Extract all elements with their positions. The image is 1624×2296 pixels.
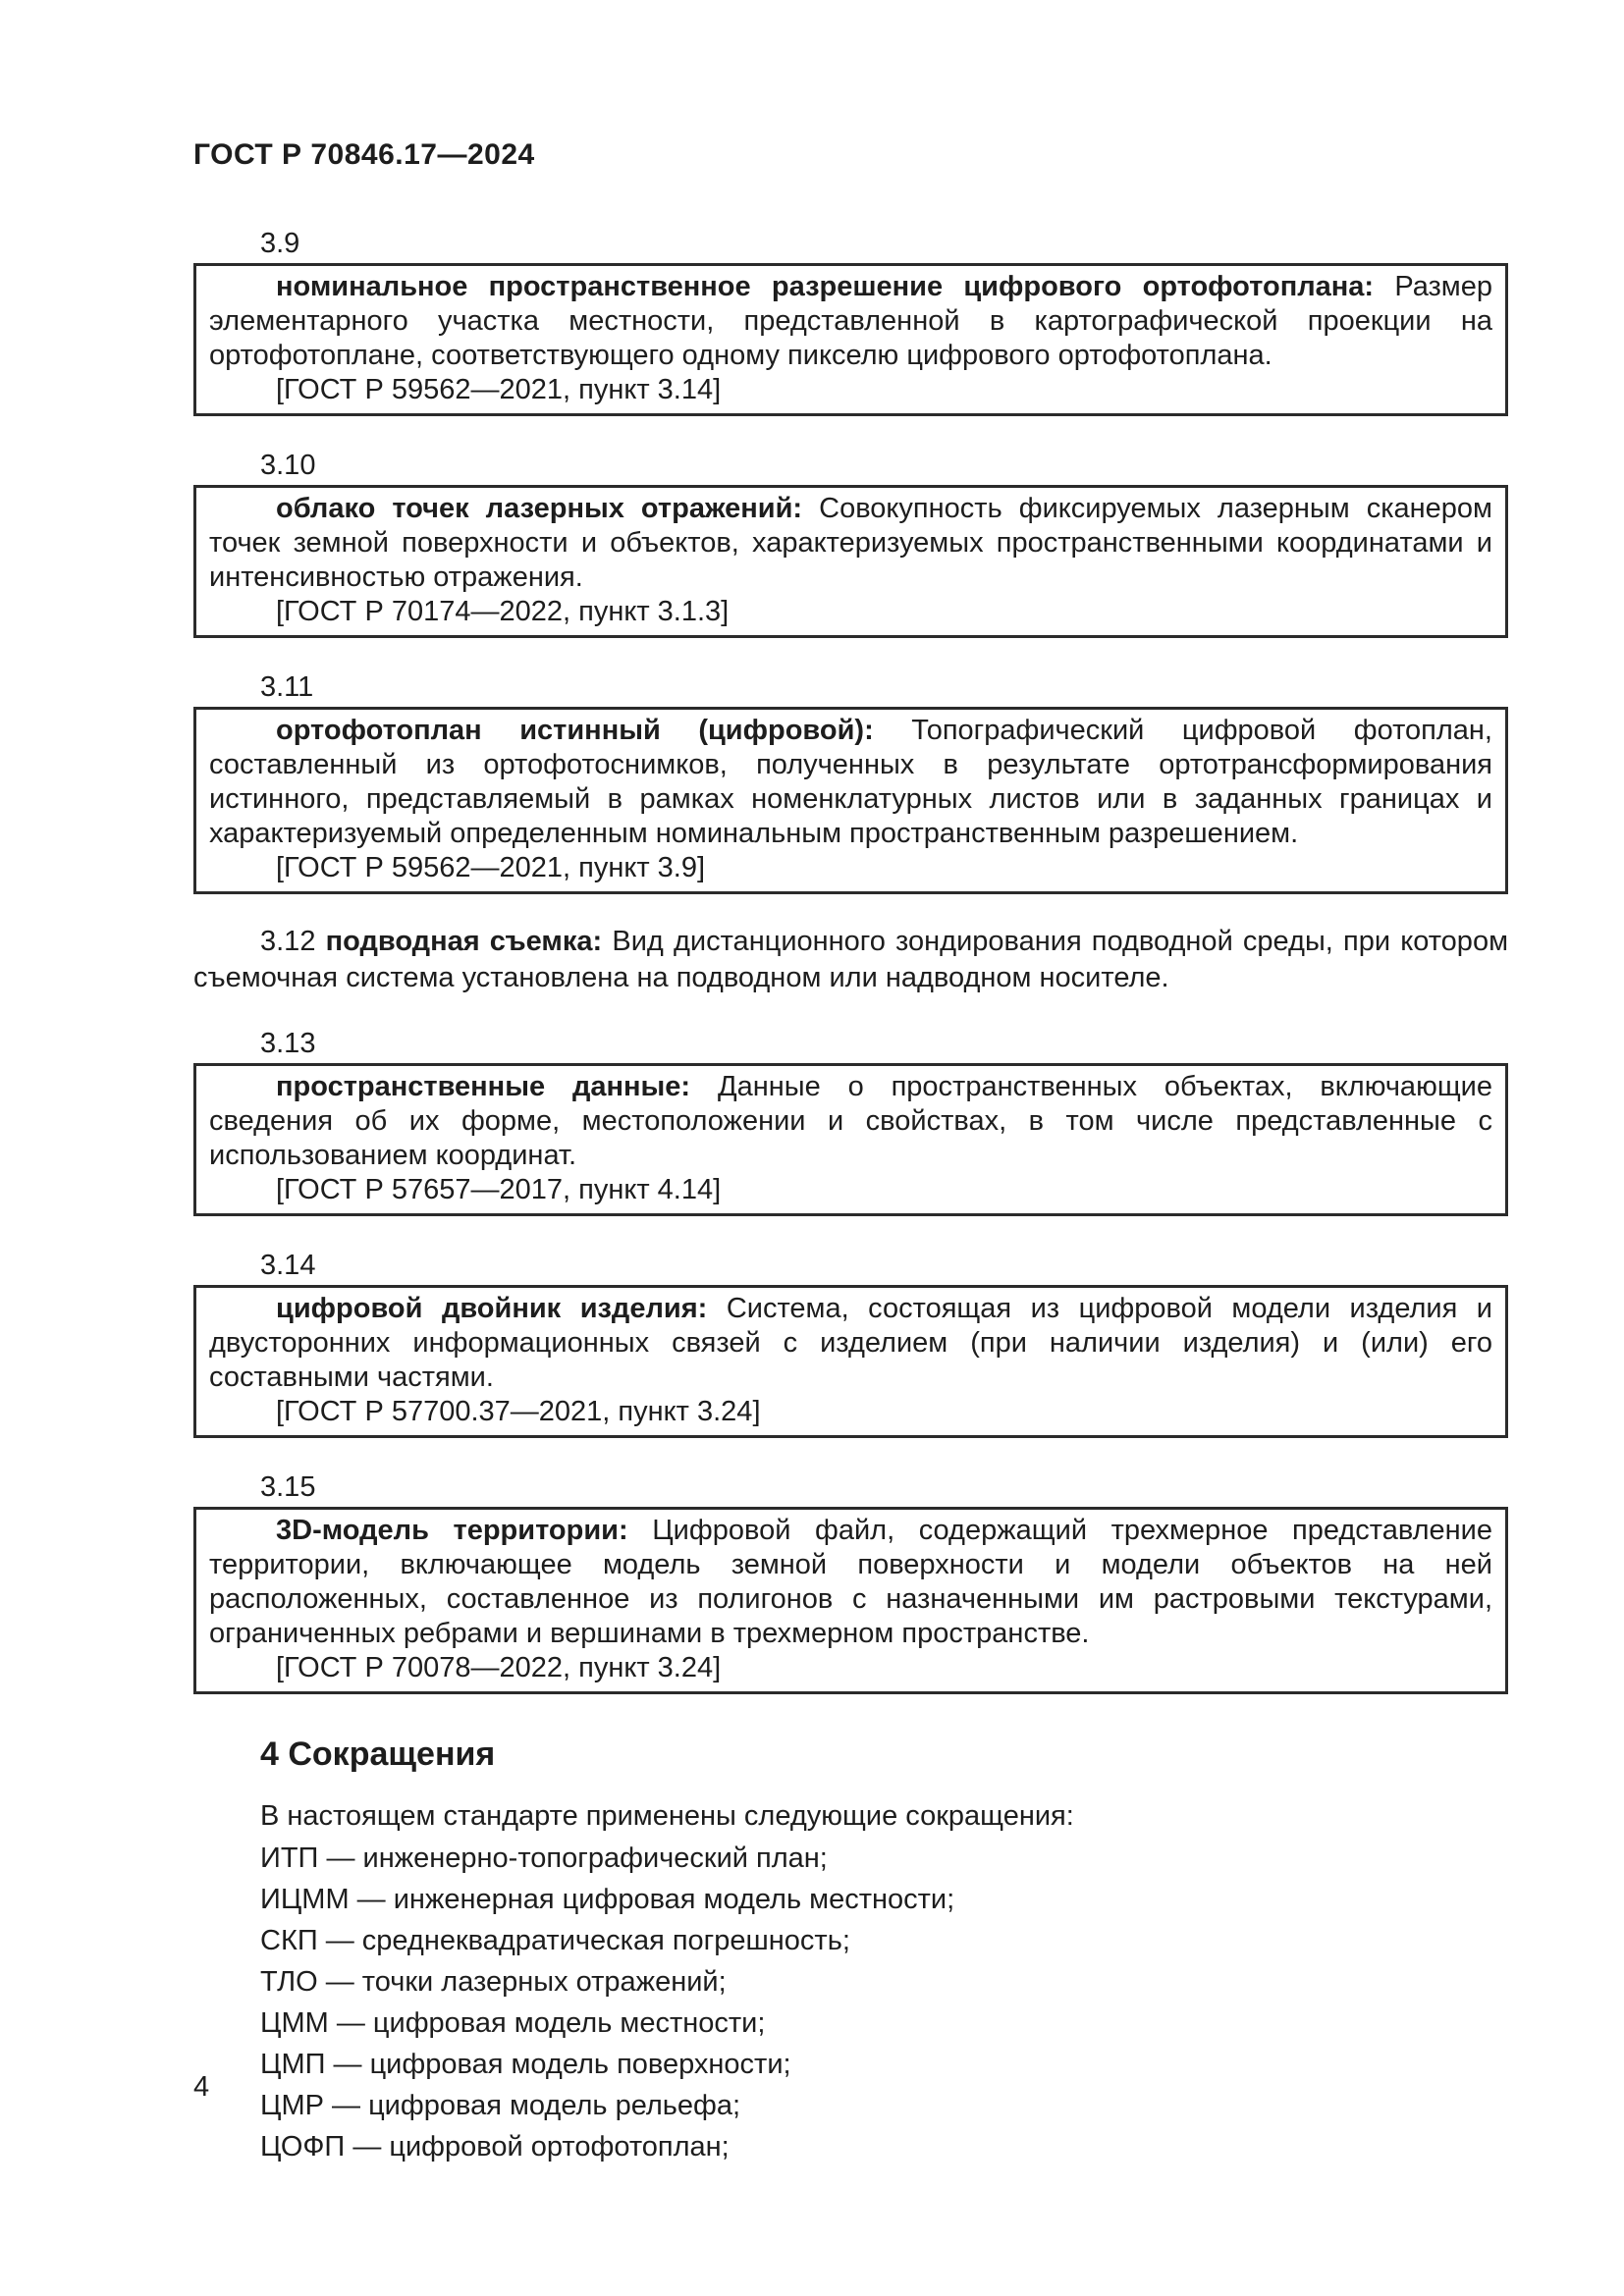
term-source: [ГОСТ Р 57657—2017, пункт 4.14]: [276, 1174, 722, 1205]
term-source: [ГОСТ Р 70174—2022, пункт 3.1.3]: [276, 596, 730, 627]
term-number-3-11: 3.11: [260, 671, 314, 703]
abbreviations-list: [193, 1838, 1508, 2167]
section-heading-abbreviations: 4 Сокращения: [260, 1735, 496, 1773]
term-definition: Размер элементарного участка местности, представленной в картографической проекции на ортофотоплане, соответствующего одному пикселю цифрового ортофотоплана.: [209, 271, 1492, 371]
abbreviation-item-cmp: ЦМП — цифровая модель поверхности;: [260, 2049, 791, 2080]
abbreviation-item-cofp: ЦОФП — цифровой ортофотоплан;: [260, 2131, 730, 2163]
term-definition: Топографический цифровой фотоплан, составленный из ортофотоснимков, полученных в результате ортотрансформирования истинного, представляемый в рамках номенклатурных листов или в заданных границах и характеризуемый определенным номинальным пространственным разрешением.: [209, 715, 1492, 849]
term-definition: Вид дистанционного зондирования подводной среды, при котором съемочная система установлена на подводном или надводном носителе.: [193, 926, 1509, 993]
definition-text: [209, 1070, 1492, 1173]
term-source: [ГОСТ Р 57700.37—2021, пункт 3.24]: [276, 1396, 761, 1427]
term-number-inline: 3.12: [260, 926, 316, 957]
definition-text: [209, 1292, 1492, 1395]
abbreviation-item-cmr: ЦМР — цифровая модель рельефа;: [260, 2090, 741, 2121]
term-name: цифровой двойник изделия:: [276, 1293, 708, 1324]
term-name: облако точек лазерных отражений:: [276, 493, 803, 524]
term-definition: Цифровой файл, содержащий трехмерное представление территории, включающее модель земной поверхности и модели объектов на ней расположенных, составленное из полигонов с назначенными им растровыми текстурами, ограниченных ребрами и вершинами в трехмерном пространстве.: [209, 1515, 1493, 1649]
definition-box-3-13: [193, 1063, 1508, 1216]
definition-box-3-15: [193, 1507, 1508, 1694]
definition-box-3-14: [193, 1285, 1508, 1438]
abbreviation-item-icmm: ИЦММ — инженерная цифровая модель местности;: [260, 1884, 955, 1915]
term-name: номинальное пространственное разрешение цифрового ортофотоплана:: [276, 271, 1375, 302]
term-source: [ГОСТ Р 59562—2021, пункт 3.14]: [276, 374, 722, 405]
term-definition: Данные о пространственных объектах, включающие сведения об их форме, местоположении и свойствах, в том числе представленные с использованием координат.: [209, 1071, 1493, 1171]
running-header: ГОСТ Р 70846.17—2024: [193, 138, 535, 171]
definition-box-3-10: [193, 485, 1508, 638]
term-number-3-10: 3.10: [260, 450, 316, 481]
term-number-3-14: 3.14: [260, 1250, 316, 1281]
abbreviation-item-itp: ИТП — инженерно-топографический план;: [260, 1842, 828, 1874]
term-name: ортофотоплан истинный (цифровой):: [276, 715, 874, 746]
term-number-3-13: 3.13: [260, 1028, 316, 1059]
definition-text: [209, 270, 1492, 373]
abbreviation-item-cmm: ЦММ — цифровая модель местности;: [260, 2007, 766, 2039]
term-definition: Система, состоящая из цифровой модели изделия и двусторонних информационных связей с изделием (при наличии изделия) и (или) его составными частями.: [209, 1293, 1493, 1393]
abbreviation-item-tlo: ТЛО — точки лазерных отражений;: [260, 1966, 727, 1998]
section-intro: В настоящем стандарте применены следующие сокращения:: [260, 1800, 1074, 1832]
term-name: подводная съемка:: [325, 926, 603, 957]
term-definition: Совокупность фиксируемых лазерным сканером точек земной поверхности и объектов, характеризуемых пространственными координатами и интенсивностью отражения.: [209, 493, 1492, 593]
definition-text: [209, 1514, 1492, 1651]
abbreviation-item-skp: СКП — среднеквадратическая погрешность;: [260, 1925, 850, 1956]
definition-text: [209, 492, 1492, 595]
definition-box-3-11: [193, 707, 1508, 894]
term-name: пространственные данные:: [276, 1071, 691, 1102]
term-number-3-15: 3.15: [260, 1471, 316, 1503]
definition-box-3-9: [193, 263, 1508, 416]
definition-text: [209, 714, 1492, 851]
term-number-3-9: 3.9: [260, 228, 300, 259]
term-name: 3D-модель территории:: [276, 1515, 628, 1546]
term-3-12: [193, 924, 1508, 996]
page-number: 4: [193, 2071, 210, 2103]
page-content: [193, 137, 1508, 2167]
term-source: [ГОСТ Р 59562—2021, пункт 3.9]: [276, 852, 706, 883]
term-source: [ГОСТ Р 70078—2022, пункт 3.24]: [276, 1652, 722, 1683]
